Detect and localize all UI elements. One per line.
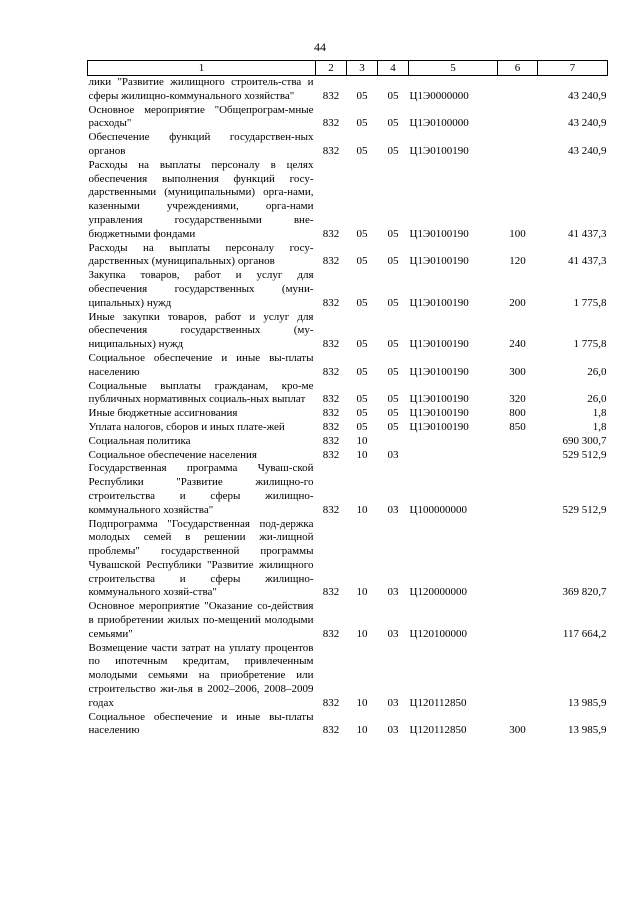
row-grbs-cell: 832	[322, 434, 340, 447]
row-grbs-cell: 832	[322, 89, 340, 102]
row-target-article-cell	[409, 449, 498, 463]
row-amount-cell: 26,0	[587, 393, 607, 406]
row-target-article-cell: Ц1Э0100190	[409, 365, 469, 378]
row-amount-cell: 26,0	[587, 365, 607, 378]
row-name-cell: Закупка товаров, работ и услуг для обеспечения государственных (муни-ципальных) нужд	[88, 269, 314, 309]
row-name-cell: Иные бюджетные ассигнования	[88, 407, 238, 420]
row-target-article-cell: Ц1Э0100000	[409, 117, 469, 130]
row-target-article-cell: Ц100000000	[409, 503, 467, 516]
row-amount-cell: 43 240,9	[568, 144, 607, 157]
row-expense-type-cell: 850	[509, 420, 526, 433]
row-section-cell: 05	[356, 393, 368, 406]
table-row	[88, 131, 608, 159]
row-amount-cell: 41 437,3	[568, 227, 607, 240]
row-target-article-cell: Ц120112850	[409, 696, 467, 709]
row-name-cell: Социальные выплаты гражданам, кро-ме публичных нормативных социаль-ных выплат	[88, 379, 314, 406]
row-name-cell: Социальное обеспечение населения	[88, 448, 257, 461]
row-section-cell: 05	[356, 89, 368, 102]
row-expense-type-cell: 200	[509, 296, 526, 309]
column-header-7: 7	[538, 61, 608, 76]
row-name-cell: Иные закупки товаров, работ и услуг для обеспечения государственных (му-ниципальных) нужд	[88, 310, 314, 351]
row-section-cell: 10	[356, 627, 368, 640]
table-row	[88, 449, 608, 463]
row-amount-cell: 117 664,2	[562, 627, 607, 640]
row-expense-type-cell	[498, 104, 538, 132]
row-name-cell: лики "Развитие жилищного строитель-ства и сферы жилищно-коммунального хозяйства"	[88, 76, 314, 102]
row-section-cell: 05	[356, 296, 368, 309]
row-name-cell: Социальная политика	[88, 434, 191, 447]
row-subsection-cell	[378, 435, 409, 449]
column-header-6: 6	[498, 61, 538, 76]
table-row	[88, 421, 608, 435]
row-amount-cell: 1 775,8	[573, 338, 607, 351]
row-grbs-cell: 832	[322, 338, 340, 351]
row-subsection-cell: 03	[387, 448, 399, 461]
row-expense-type-cell: 300	[509, 365, 526, 378]
row-target-article-cell: Ц1Э0100190	[409, 255, 469, 268]
table-row	[88, 311, 608, 352]
row-target-article-cell: Ц1Э0100190	[409, 296, 469, 309]
row-target-article-cell: Ц120000000	[409, 586, 467, 599]
row-expense-type-cell	[498, 462, 538, 517]
budget-table	[87, 60, 608, 738]
row-subsection-cell: 05	[387, 393, 399, 406]
row-target-article-cell: Ц1Э0000000	[409, 89, 469, 102]
row-name-cell: Основное мероприятие "Общепрограм-мные расходы"	[88, 103, 314, 130]
row-target-article-cell: Ц1Э0100190	[409, 227, 469, 240]
row-section-cell: 05	[356, 227, 368, 240]
table-row	[88, 407, 608, 421]
row-name-cell: Обеспечение функций государствен-ных органов	[88, 131, 314, 157]
row-expense-type-cell	[498, 518, 538, 601]
table-row	[88, 159, 608, 242]
table-row	[88, 600, 608, 641]
row-section-cell: 05	[356, 144, 368, 157]
row-subsection-cell: 05	[387, 117, 399, 130]
column-number-row	[88, 61, 608, 76]
table-row	[88, 269, 608, 310]
page-number: 44	[314, 40, 326, 54]
row-subsection-cell: 03	[387, 503, 399, 516]
row-grbs-cell: 832	[322, 393, 340, 406]
row-subsection-cell: 05	[387, 338, 399, 351]
row-amount-cell: 1,8	[592, 407, 607, 420]
row-subsection-cell: 05	[387, 407, 399, 420]
table-row	[88, 380, 608, 408]
row-grbs-cell: 832	[322, 144, 340, 157]
row-section-cell: 10	[356, 448, 368, 461]
row-name-cell: Подпрограмма "Государственная под-держка молодых семей в решении жи-лищной проблемы" государственной программы Чувашской Республики "Развитие жилищного строительства и сферы жилищно-коммунального хозяй-ства"	[88, 517, 314, 599]
row-name-cell: Возмещение части затрат на уплату процентов по ипотечным кредитам, привлеченным молодыми семьями на приобретение или строительство жи-лья в 2002–2006, 2008–2009 годах	[88, 641, 314, 709]
table-row	[88, 76, 608, 104]
row-subsection-cell: 05	[387, 365, 399, 378]
row-section-cell: 10	[356, 696, 368, 709]
row-target-article-cell: Ц1Э0100190	[409, 144, 469, 157]
row-grbs-cell: 832	[322, 365, 340, 378]
row-grbs-cell: 832	[322, 448, 340, 461]
row-grbs-cell: 832	[322, 227, 340, 240]
row-grbs-cell: 832	[322, 696, 340, 709]
row-name-cell: Основное мероприятие "Оказание со-действия в приобретении жилых по-мещений молодыми семьями"	[88, 600, 314, 640]
row-subsection-cell: 03	[387, 724, 399, 737]
row-subsection-cell: 05	[387, 144, 399, 157]
row-subsection-cell: 05	[387, 227, 399, 240]
column-header-3: 3	[347, 61, 378, 76]
row-amount-cell: 1,8	[592, 420, 607, 433]
row-expense-type-cell	[498, 642, 538, 711]
row-subsection-cell: 05	[387, 296, 399, 309]
row-expense-type-cell: 320	[509, 393, 526, 406]
row-grbs-cell: 832	[322, 296, 340, 309]
row-target-article-cell: Ц1Э0100190	[409, 338, 469, 351]
row-grbs-cell: 832	[322, 420, 340, 433]
row-expense-type-cell: 800	[509, 407, 526, 420]
table-row	[88, 352, 608, 380]
row-section-cell: 05	[356, 255, 368, 268]
row-section-cell: 05	[356, 338, 368, 351]
row-section-cell: 10	[356, 724, 368, 737]
row-expense-type-cell	[498, 449, 538, 463]
row-grbs-cell: 832	[322, 586, 340, 599]
row-target-article-cell: Ц120100000	[409, 627, 467, 640]
row-amount-cell: 369 820,7	[562, 586, 607, 599]
row-name-cell: Социальное обеспечение и иные вы-платы населению	[88, 710, 314, 737]
row-amount-cell: 529 512,9	[562, 448, 607, 461]
row-amount-cell: 1 775,8	[573, 296, 607, 309]
row-expense-type-cell	[498, 76, 538, 104]
row-expense-type-cell: 120	[509, 255, 526, 268]
table-body	[88, 76, 608, 739]
column-header-5: 5	[409, 61, 498, 76]
table-row	[88, 104, 608, 132]
row-name-cell: Уплата налогов, сборов и иных плате-жей	[88, 420, 285, 433]
row-section-cell: 10	[356, 586, 368, 599]
row-grbs-cell: 832	[322, 627, 340, 640]
row-grbs-cell: 832	[322, 117, 340, 130]
table-header	[88, 61, 608, 76]
table-row	[88, 518, 608, 601]
row-grbs-cell: 832	[322, 503, 340, 516]
row-amount-cell: 43 240,9	[568, 89, 607, 102]
table-row	[88, 711, 608, 739]
row-subsection-cell: 03	[387, 627, 399, 640]
row-target-article-cell: Ц120112850	[409, 724, 467, 737]
row-name-cell: Расходы на выплаты персоналу госу-дарственных (муниципальных) органов	[88, 241, 314, 268]
row-amount-cell: 690 300,7	[562, 434, 607, 447]
row-subsection-cell: 05	[387, 255, 399, 268]
table-row	[88, 642, 608, 711]
table-row	[88, 462, 608, 517]
row-amount-cell: 13 985,9	[568, 696, 607, 709]
row-section-cell: 10	[356, 503, 368, 516]
row-amount-cell: 529 512,9	[562, 503, 607, 516]
row-grbs-cell: 832	[322, 407, 340, 420]
row-expense-type-cell	[498, 600, 538, 641]
row-name-cell: Государственная программа Чуваш-ской Республики "Развитие жилищно-го строительства и сферы жилищно-коммунального хозяйства"	[88, 462, 314, 516]
row-target-article-cell: Ц1Э0100190	[409, 420, 469, 433]
row-section-cell: 10	[356, 434, 368, 447]
row-grbs-cell: 832	[322, 724, 340, 737]
row-target-article-cell: Ц1Э0100190	[409, 393, 469, 406]
row-section-cell: 05	[356, 407, 368, 420]
table-row	[88, 435, 608, 449]
row-expense-type-cell: 240	[509, 338, 526, 351]
row-name-cell: Расходы на выплаты персоналу в целях обеспечения выполнения функций госу-дарственными (муниципальными) орга-нами, казенными учреждениями, орга-нами управления государственными вне-бюджетными фондами	[88, 158, 314, 240]
column-header-1: 1	[88, 61, 316, 76]
row-subsection-cell: 05	[387, 89, 399, 102]
row-section-cell: 05	[356, 420, 368, 433]
row-subsection-cell: 05	[387, 420, 399, 433]
row-expense-type-cell	[498, 435, 538, 449]
row-amount-cell: 13 985,9	[568, 724, 607, 737]
row-section-cell: 05	[356, 117, 368, 130]
column-header-4: 4	[378, 61, 409, 76]
row-target-article-cell	[409, 435, 498, 449]
row-subsection-cell: 03	[387, 586, 399, 599]
column-header-2: 2	[316, 61, 347, 76]
row-name-cell: Социальное обеспечение и иные вы-платы населению	[88, 351, 314, 378]
row-subsection-cell: 03	[387, 696, 399, 709]
row-expense-type-cell: 100	[509, 227, 526, 240]
row-amount-cell: 41 437,3	[568, 255, 607, 268]
row-expense-type-cell	[498, 131, 538, 159]
row-grbs-cell: 832	[322, 255, 340, 268]
row-expense-type-cell: 300	[509, 724, 526, 737]
row-section-cell: 05	[356, 365, 368, 378]
row-amount-cell: 43 240,9	[568, 117, 607, 130]
table-row	[88, 242, 608, 270]
row-target-article-cell: Ц1Э0100190	[409, 407, 469, 420]
